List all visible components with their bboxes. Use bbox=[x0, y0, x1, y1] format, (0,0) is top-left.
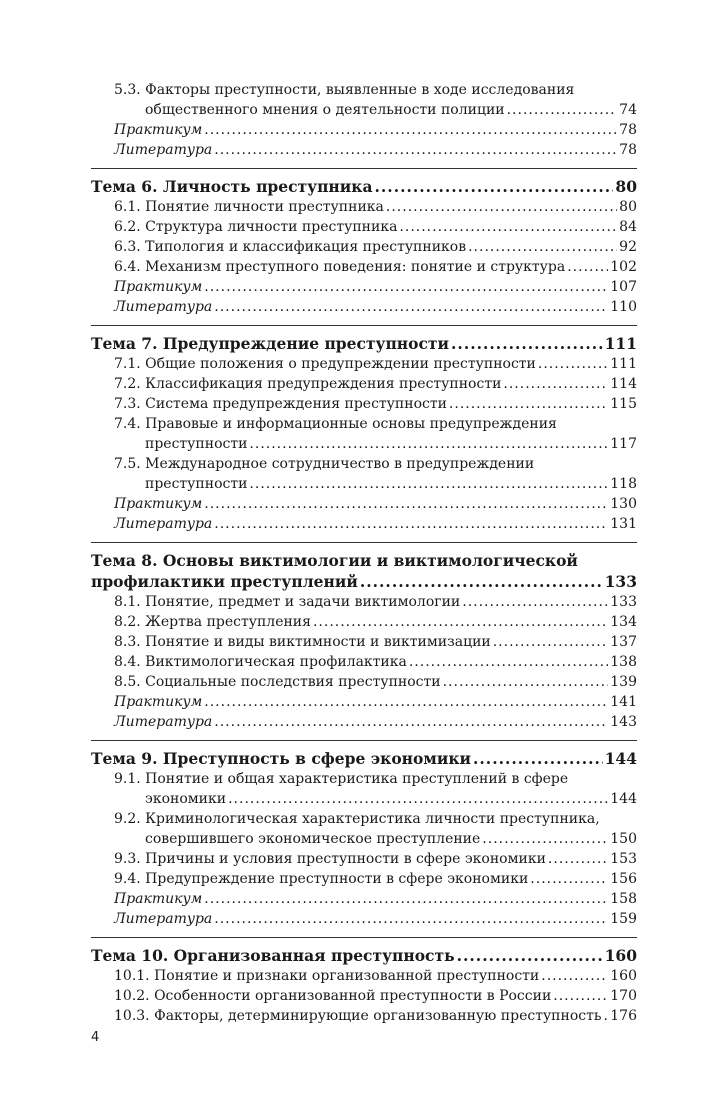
toc-entry-line1 bbox=[91, 454, 637, 474]
toc-entry-line1 bbox=[91, 809, 637, 829]
toc-literature[interactable] bbox=[91, 514, 637, 534]
topic-10 bbox=[91, 945, 637, 1026]
toc-page-number: 110 bbox=[610, 299, 637, 315]
toc-entry-label: 6.1. Понятие личности преступника bbox=[114, 199, 384, 215]
toc-page-number: 80 bbox=[619, 199, 637, 215]
topic-title: Тема 9. Преступность в сфере экономики bbox=[91, 749, 472, 768]
toc-entry-label: 8.5. Социальные последствия преступности bbox=[114, 674, 441, 690]
toc-page-number: 159 bbox=[610, 911, 637, 927]
leader-dots bbox=[548, 849, 608, 869]
toc-entry-label: Литература bbox=[114, 911, 213, 927]
leader-dots bbox=[214, 514, 608, 534]
toc-entry-label: совершившего экономическое преступление bbox=[145, 831, 481, 847]
toc-entry-line1 bbox=[91, 80, 637, 100]
toc-page-number: 137 bbox=[610, 634, 637, 650]
topic-heading[interactable] bbox=[91, 571, 637, 592]
toc-page-number: 150 bbox=[610, 831, 637, 847]
toc-page-number: 74 bbox=[619, 102, 637, 118]
toc-entry[interactable] bbox=[91, 237, 637, 257]
leader-dots bbox=[503, 374, 608, 394]
toc-entry-label: 9.3. Причины и условия преступности в сфере экономики bbox=[114, 851, 546, 867]
topic-6 bbox=[91, 176, 637, 317]
toc-entry[interactable] bbox=[91, 632, 637, 652]
toc-entry[interactable] bbox=[91, 829, 637, 849]
toc-entry[interactable] bbox=[91, 672, 637, 692]
toc-entry[interactable] bbox=[91, 869, 637, 889]
toc-literature[interactable] bbox=[91, 909, 637, 929]
leader-dots bbox=[541, 966, 608, 986]
page-number: 4 bbox=[91, 1030, 100, 1045]
toc-entry[interactable] bbox=[91, 354, 637, 374]
divider bbox=[91, 937, 637, 938]
topic-title: Тема 10. Организованная преступность bbox=[91, 946, 455, 965]
toc-page-number: 144 bbox=[604, 749, 637, 768]
toc-practicum[interactable] bbox=[91, 692, 637, 712]
toc-page-number: 170 bbox=[610, 988, 637, 1004]
toc-page-number: 92 bbox=[619, 239, 637, 255]
toc-entry-label: 6.2. Структура личности преступника bbox=[114, 219, 398, 235]
toc-entry[interactable] bbox=[91, 217, 637, 237]
toc-entry-line1 bbox=[91, 414, 637, 434]
toc-page-number: 158 bbox=[610, 891, 637, 907]
toc-page-number: 139 bbox=[610, 674, 637, 690]
leader-dots bbox=[530, 869, 608, 889]
toc-practicum[interactable] bbox=[91, 120, 637, 140]
toc-entry[interactable] bbox=[91, 394, 637, 414]
toc-entry-line1 bbox=[91, 769, 637, 789]
leader-dots bbox=[457, 945, 603, 966]
leader-dots bbox=[409, 652, 608, 672]
leader-dots bbox=[249, 474, 608, 494]
toc-entry-label: 9.2. Криминологическая характеристика личности преступника, bbox=[114, 811, 600, 827]
toc-entry-label: 10.2. Особенности организованной преступности в России bbox=[114, 988, 552, 1004]
topic-title-line1: Тема 8. Основы виктимологии и виктимологической bbox=[91, 551, 578, 570]
leader-dots bbox=[313, 612, 608, 632]
leader-dots bbox=[204, 889, 608, 909]
leader-dots bbox=[507, 100, 618, 120]
topic-heading[interactable] bbox=[91, 748, 637, 769]
toc-literature[interactable] bbox=[91, 297, 637, 317]
toc-page-number: 130 bbox=[610, 496, 637, 512]
toc-page-number: 117 bbox=[610, 436, 637, 452]
leader-dots bbox=[553, 986, 608, 1006]
leader-dots bbox=[473, 748, 603, 769]
leader-dots bbox=[204, 692, 608, 712]
toc-practicum[interactable] bbox=[91, 277, 637, 297]
toc-literature[interactable] bbox=[91, 140, 637, 160]
toc-entry[interactable] bbox=[91, 197, 637, 217]
leader-dots bbox=[375, 176, 614, 197]
toc-page-number: 141 bbox=[610, 694, 637, 710]
toc-entry[interactable] bbox=[91, 374, 637, 394]
leader-dots bbox=[462, 592, 608, 612]
toc-practicum[interactable] bbox=[91, 494, 637, 514]
toc-entry[interactable] bbox=[91, 986, 637, 1006]
toc-entry-label: 7.5. Международное сотрудничество в предупреждении bbox=[114, 456, 535, 472]
leader-dots bbox=[214, 140, 617, 160]
toc-entry-label: экономики bbox=[145, 791, 227, 807]
leader-dots bbox=[603, 1006, 608, 1026]
leader-dots bbox=[204, 494, 608, 514]
toc-entry-label: 7.3. Система предупреждения преступности bbox=[114, 396, 447, 412]
toc-entry-label: 7.1. Общие положения о предупреждении преступности bbox=[114, 356, 536, 372]
toc-page-number: 131 bbox=[610, 516, 637, 532]
toc-entry-label: 10.1. Понятие и признаки организованной преступности bbox=[114, 968, 540, 984]
leader-dots bbox=[214, 909, 608, 929]
toc-entry-label: 9.1. Понятие и общая характеристика преступлений в сфере bbox=[114, 771, 569, 787]
leader-dots bbox=[399, 217, 617, 237]
topic-heading[interactable] bbox=[91, 176, 637, 197]
divider bbox=[91, 325, 637, 326]
toc-entry-label: 8.1. Понятие, предмет и задачи виктимологии bbox=[114, 594, 461, 610]
toc-entry-label: Литература bbox=[114, 142, 213, 158]
toc-page-number: 160 bbox=[610, 968, 637, 984]
leader-dots bbox=[360, 571, 603, 592]
leader-dots bbox=[451, 333, 603, 354]
table-of-contents bbox=[91, 80, 637, 1026]
toc-entry[interactable] bbox=[91, 1006, 637, 1026]
leader-dots bbox=[482, 829, 608, 849]
toc-entry[interactable] bbox=[91, 100, 637, 120]
toc-entry[interactable] bbox=[91, 592, 637, 612]
toc-page-number: 144 bbox=[610, 791, 637, 807]
topic-8 bbox=[91, 550, 637, 732]
leader-dots bbox=[249, 434, 608, 454]
topic-5-tail bbox=[91, 80, 637, 160]
toc-entry-label: преступности bbox=[145, 476, 248, 492]
toc-practicum[interactable] bbox=[91, 889, 637, 909]
toc-entry-label: преступности bbox=[145, 436, 248, 452]
toc-entry-label: общественного мнения о деятельности полиции bbox=[145, 102, 505, 118]
toc-entry-label: Практикум bbox=[114, 496, 203, 512]
leader-dots bbox=[228, 789, 608, 809]
toc-page-number: 111 bbox=[610, 356, 637, 372]
topic-heading[interactable] bbox=[91, 333, 637, 354]
toc-page-number: 134 bbox=[610, 614, 637, 630]
leader-dots bbox=[214, 297, 608, 317]
toc-entry-label: 8.4. Виктимологическая профилактика bbox=[114, 654, 407, 670]
leader-dots bbox=[468, 237, 617, 257]
toc-page-number: 138 bbox=[610, 654, 637, 670]
toc-entry-label: 8.2. Жертва преступления bbox=[114, 614, 311, 630]
leader-dots bbox=[386, 197, 617, 217]
toc-entry-label: 10.3. Факторы, детерминирующие организованную преступность bbox=[114, 1008, 602, 1024]
topic-title: Тема 7. Предупреждение преступности bbox=[91, 334, 450, 353]
toc-page-number: 133 bbox=[610, 594, 637, 610]
toc-entry-label: 6.3. Типология и классификация преступников bbox=[114, 239, 467, 255]
toc-page-number: 160 bbox=[604, 946, 637, 965]
toc-entry[interactable] bbox=[91, 966, 637, 986]
toc-entry-label: Практикум bbox=[114, 694, 203, 710]
topic-9 bbox=[91, 748, 637, 929]
toc-entry[interactable] bbox=[91, 849, 637, 869]
toc-entry[interactable] bbox=[91, 652, 637, 672]
leader-dots bbox=[204, 120, 617, 140]
toc-page-number: 133 bbox=[604, 572, 637, 591]
topic-7 bbox=[91, 333, 637, 534]
toc-entry-label: 8.3. Понятие и виды виктимности и виктимизации bbox=[114, 634, 491, 650]
toc-page-number: 115 bbox=[610, 396, 637, 412]
toc-page-number: 111 bbox=[604, 334, 637, 353]
toc-entry[interactable] bbox=[91, 257, 637, 277]
toc-page-number: 143 bbox=[610, 714, 637, 730]
toc-entry[interactable] bbox=[91, 612, 637, 632]
toc-entry[interactable] bbox=[91, 434, 637, 454]
toc-page-number: 114 bbox=[610, 376, 637, 392]
leader-dots bbox=[538, 354, 608, 374]
toc-page-number: 102 bbox=[610, 259, 637, 275]
toc-page-number: 176 bbox=[610, 1008, 637, 1024]
toc-entry-label: Практикум bbox=[114, 891, 203, 907]
toc-page-number: 78 bbox=[619, 142, 637, 158]
topic-title: Тема 6. Личность преступника bbox=[91, 177, 373, 196]
divider bbox=[91, 740, 637, 741]
toc-page-number: 107 bbox=[610, 279, 637, 295]
topic-heading[interactable] bbox=[91, 945, 637, 966]
toc-entry-label: 7.4. Правовые и информационные основы предупреждения bbox=[114, 416, 557, 432]
toc-page-number: 80 bbox=[615, 177, 637, 196]
toc-entry[interactable] bbox=[91, 789, 637, 809]
divider bbox=[91, 168, 637, 169]
leader-dots bbox=[449, 394, 608, 414]
toc-entry-label: Практикум bbox=[114, 122, 203, 138]
toc-entry[interactable] bbox=[91, 474, 637, 494]
toc-entry-label: 6.4. Механизм преступного поведения: понятие и структура bbox=[114, 259, 566, 275]
toc-page-number: 156 bbox=[610, 871, 637, 887]
toc-entry-label: Практикум bbox=[114, 279, 203, 295]
leader-dots bbox=[204, 277, 608, 297]
toc-page-number: 78 bbox=[619, 122, 637, 138]
toc-entry-label: Литература bbox=[114, 299, 213, 315]
topic-title: профилактики преступлений bbox=[91, 572, 358, 591]
toc-entry-label: Литература bbox=[114, 714, 213, 730]
toc-page-number: 118 bbox=[610, 476, 637, 492]
toc-page-number: 153 bbox=[610, 851, 637, 867]
leader-dots bbox=[493, 632, 609, 652]
toc-literature[interactable] bbox=[91, 712, 637, 732]
toc-entry-label: 7.2. Классификация предупреждения преступности bbox=[114, 376, 502, 392]
leader-dots bbox=[443, 672, 609, 692]
toc-entry-label: Литература bbox=[114, 516, 213, 532]
toc-entry-label: 9.4. Предупреждение преступности в сфере экономики bbox=[114, 871, 529, 887]
toc-page-number: 84 bbox=[619, 219, 637, 235]
leader-dots bbox=[567, 257, 608, 277]
toc-entry-label: 5.3. Факторы преступности, выявленные в ходе исследования bbox=[114, 82, 575, 98]
leader-dots bbox=[214, 712, 608, 732]
divider bbox=[91, 542, 637, 543]
